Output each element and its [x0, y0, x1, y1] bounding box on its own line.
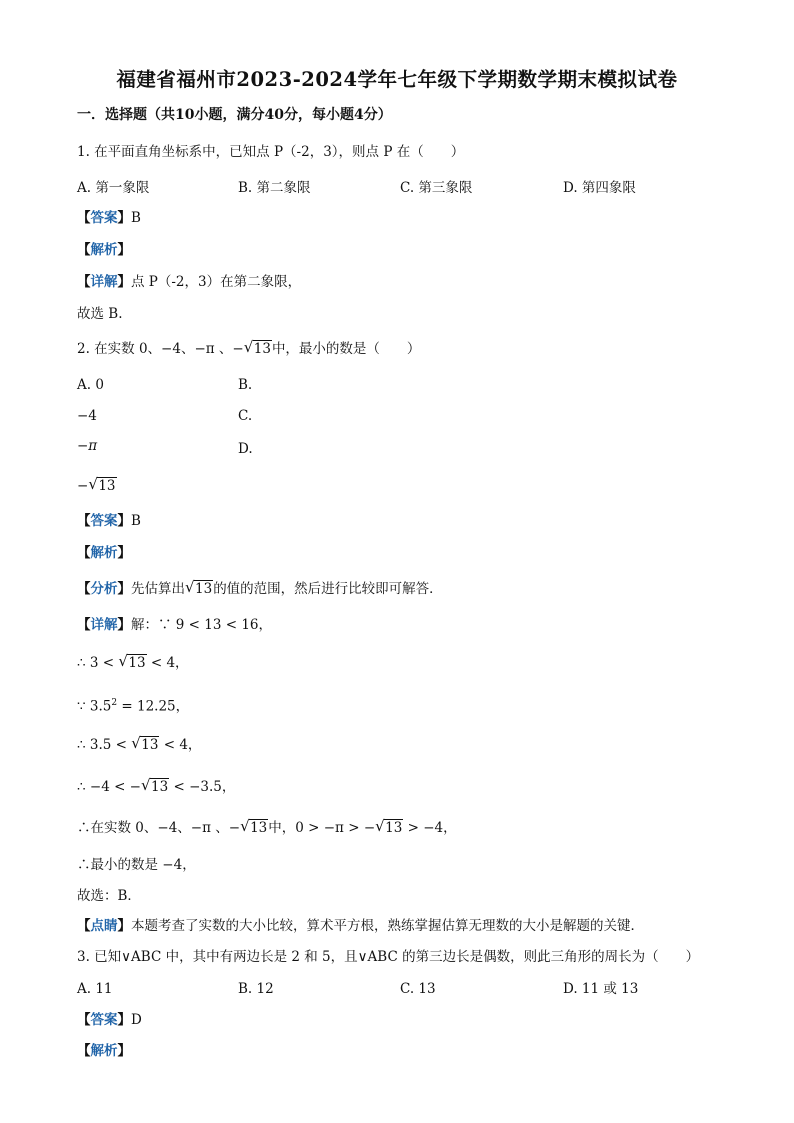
- q2-value-c: −π: [77, 438, 98, 454]
- step-prefix: ∵ 3.5: [77, 698, 112, 715]
- compare-suffix: > −4，: [403, 820, 457, 836]
- q1-option-c: C. 第三象限: [400, 180, 473, 196]
- compare-prefix: ∴在实数 0、−4、−π 、−: [77, 820, 241, 836]
- q2-analysis-heading: 【解析】: [77, 545, 131, 561]
- q2-fenxi: 【分析】先估算出 √ 13的值的范围，然后进行比较即可解答．: [77, 578, 443, 597]
- sqrt-symbol: √ 13: [88, 475, 116, 494]
- q2-stem: [77, 340, 420, 358]
- radicand: 13: [98, 478, 116, 494]
- dianjing-label: 点睛: [90, 918, 118, 934]
- q3-option-a: A. 11: [77, 981, 113, 997]
- answer-label: 答案: [90, 210, 118, 226]
- step-prefix: ∴ −4 < −: [77, 779, 141, 795]
- minus-sign: −: [77, 478, 89, 494]
- q2-option-b: B.: [238, 377, 253, 393]
- radicand: 13: [250, 820, 268, 836]
- q1-answer-value: B: [131, 210, 141, 226]
- q3-option-b: B. 12: [238, 981, 274, 997]
- q3-answer: 【答案】D: [77, 1012, 142, 1028]
- sqrt-symbol: √ 13: [240, 817, 268, 836]
- radicand: 13: [141, 737, 159, 753]
- q1-detail-text: 点 P（-2，3）在第二象限，: [131, 274, 302, 290]
- page-title: 福建省福州市2023-2024学年七年级下学期数学期末模拟试卷: [116, 68, 678, 91]
- q1-analysis-heading: 【解析】: [77, 242, 131, 258]
- q2-detail-text: 解：∵ 9 < 13 < 16，: [131, 617, 273, 633]
- detail-label: 详解: [90, 274, 118, 290]
- step-suffix: < 4，: [146, 655, 189, 671]
- q3-option-c: C. 13: [400, 981, 436, 997]
- sqrt-symbol: √ 13: [131, 734, 159, 753]
- q1-answer: 【答案】B: [77, 210, 141, 226]
- q1-conclusion: 故选 B.: [77, 306, 123, 322]
- analysis-label: 解析: [90, 1043, 118, 1059]
- q3-answer-value: D: [131, 1012, 142, 1028]
- sqrt-symbol: √ 13: [375, 817, 403, 836]
- q1-option-d: D. 第四象限: [563, 180, 636, 196]
- answer-label: 答案: [90, 513, 118, 529]
- q2-stem-radicand: 13: [253, 341, 271, 357]
- fenxi-prefix: 先估算出: [131, 581, 185, 597]
- q2-detail: 【详解】解：∵ 9 < 13 < 16，: [77, 617, 273, 633]
- analysis-label: 解析: [90, 545, 118, 561]
- q2-dianjing: 【点睛】本题考查了实数的大小比较，算术平方根，熟练掌握估算无理数的大小是解题的关键．: [77, 918, 644, 934]
- step-suffix: < 4，: [159, 737, 202, 753]
- step-prefix: ∴ 3 <: [77, 655, 119, 671]
- q1-stem: 1. 在平面直角坐标系中，已知点 P（-2，3），则点 P 在（ ）: [77, 144, 465, 160]
- q2-option-a: A. 0: [77, 377, 104, 393]
- sqrt-symbol: √ 13: [118, 652, 146, 671]
- q2-conclusion: 故选：B．: [77, 888, 141, 904]
- q1-option-a: A. 第一象限: [77, 180, 150, 196]
- q2-stem-suffix: 中，最小的数是（ ）: [271, 341, 421, 357]
- q3-option-d: D. 11 或 13: [563, 981, 639, 997]
- radicand: 13: [385, 820, 403, 836]
- q2-option-d: D.: [238, 441, 253, 457]
- q1-option-b: B. 第二象限: [238, 180, 311, 196]
- step-suffix: = 12.25，: [117, 698, 190, 715]
- compare-mid: 中，0 > −π > −: [268, 820, 376, 836]
- radicand: 13: [128, 655, 146, 671]
- dianjing-text: 本题考查了实数的大小比较，算术平方根，熟练掌握估算无理数的大小是解题的关键．: [131, 918, 644, 934]
- q1-detail: 【详解】点 P（-2，3）在第二象限，: [77, 274, 302, 290]
- q2-stem-prefix: 2. 在实数 0、−4、−π 、−: [77, 341, 244, 357]
- detail-label: 详解: [90, 617, 118, 633]
- q2-value-b: −4: [77, 408, 97, 424]
- q2-step-4: [77, 778, 235, 796]
- radicand: 13: [151, 779, 169, 795]
- sqrt-symbol: √ 13: [243, 338, 271, 357]
- fenxi-suffix: 的值的范围，然后进行比较即可解答．: [213, 581, 443, 597]
- radicand: 13: [195, 581, 213, 597]
- q2-value-d: [77, 477, 117, 495]
- q3-analysis-heading: 【解析】: [77, 1043, 131, 1059]
- answer-label: 答案: [90, 1012, 118, 1028]
- step-prefix: ∴ 3.5 <: [77, 737, 132, 753]
- q2-min-line: ∴最小的数是 −4，: [77, 857, 196, 873]
- q2-step-3: [77, 736, 201, 754]
- sqrt-symbol: √ 13: [141, 776, 169, 795]
- q2-step-1: [77, 654, 189, 672]
- sqrt-symbol: √ 13: [185, 578, 213, 597]
- q3-stem: 3. 已知∨ABC 中，其中有两边长是 2 和 5，且∨ABC 的第三边长是偶数，则此三角形的周长为（ ）: [77, 949, 700, 965]
- analysis-label: 解析: [90, 242, 118, 258]
- q2-answer-value: B: [131, 513, 141, 529]
- section-heading: 一．选择题（共10小题，满分40分，每小题4分）: [77, 107, 392, 123]
- superscript: 2: [111, 698, 118, 708]
- step-suffix: < −3.5，: [169, 779, 236, 795]
- fenxi-label: 分析: [90, 581, 118, 597]
- q2-answer: 【答案】B: [77, 513, 141, 529]
- q2-compare: [77, 819, 457, 837]
- q2-option-c: C.: [238, 408, 253, 424]
- q2-step-2: [77, 694, 189, 716]
